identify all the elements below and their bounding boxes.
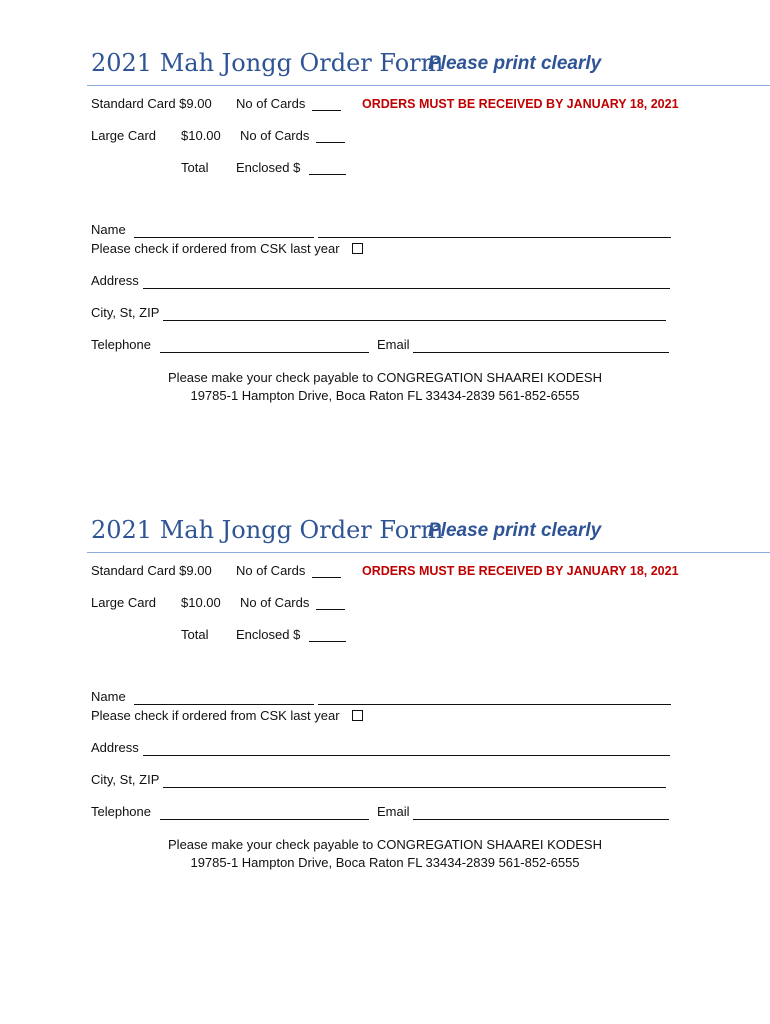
standard-card-label: Standard Card $9.00 xyxy=(91,96,212,111)
email-line[interactable] xyxy=(413,819,669,820)
mailing-address: 19785-1 Hampton Drive, Boca Raton FL 33434-2839 561-852-6555 xyxy=(190,855,580,870)
city-line[interactable] xyxy=(163,320,666,321)
city-label: City, St, ZIP xyxy=(91,772,160,787)
large-card-label: Large Card xyxy=(91,595,157,610)
first-name-line[interactable] xyxy=(134,704,314,705)
telephone-label: Telephone xyxy=(91,337,151,352)
large-card-price: $10.00 xyxy=(181,128,221,143)
title-rule xyxy=(87,85,770,86)
total-label: Total xyxy=(181,627,209,642)
large-no-of-cards-blank[interactable] xyxy=(316,597,345,610)
email-line[interactable] xyxy=(413,352,669,353)
name-label: Name xyxy=(91,222,126,237)
large-card-label: Large Card xyxy=(91,128,157,143)
form-title: 2021 Mah Jongg Order Form xyxy=(91,516,444,544)
enclosed-amount-blank[interactable] xyxy=(309,629,346,642)
form-subtitle: Please print clearly xyxy=(428,53,602,74)
order-form-1 xyxy=(0,48,770,488)
payable-instruction: Please make your check payable to CONGREGATION SHAAREI KODESH xyxy=(168,837,602,852)
standard-no-of-cards-blank[interactable] xyxy=(312,565,341,578)
large-no-of-cards-blank[interactable] xyxy=(316,130,345,143)
address-line[interactable] xyxy=(143,288,670,289)
address-line[interactable] xyxy=(143,755,670,756)
last-name-line[interactable] xyxy=(318,704,671,705)
mailing-address: 19785-1 Hampton Drive, Boca Raton FL 33434-2839 561-852-6555 xyxy=(190,388,580,403)
enclosed-label: Enclosed $ xyxy=(236,160,301,175)
address-label: Address xyxy=(91,740,139,755)
enclosed-amount-blank[interactable] xyxy=(309,162,346,175)
city-line[interactable] xyxy=(163,787,666,788)
telephone-line[interactable] xyxy=(160,819,369,820)
email-label: Email xyxy=(377,337,410,352)
standard-card-label: Standard Card $9.00 xyxy=(91,563,212,578)
deadline-notice: ORDERS MUST BE RECEIVED BY JANUARY 18, 2021 xyxy=(362,97,679,111)
prior-order-checkbox[interactable] xyxy=(352,710,363,721)
address-label: Address xyxy=(91,273,139,288)
standard-no-of-cards-label: No of Cards xyxy=(236,96,306,111)
standard-no-of-cards-label: No of Cards xyxy=(236,563,306,578)
telephone-line[interactable] xyxy=(160,352,369,353)
prior-order-checkbox[interactable] xyxy=(352,243,363,254)
city-label: City, St, ZIP xyxy=(91,305,160,320)
email-label: Email xyxy=(377,804,410,819)
first-name-line[interactable] xyxy=(134,237,314,238)
total-label: Total xyxy=(181,160,209,175)
last-name-line[interactable] xyxy=(318,237,671,238)
standard-no-of-cards-blank[interactable] xyxy=(312,98,341,111)
form-subtitle: Please print clearly xyxy=(428,520,602,541)
order-form-2 xyxy=(0,515,770,955)
form-title: 2021 Mah Jongg Order Form xyxy=(91,49,444,77)
title-rule xyxy=(87,552,770,553)
payable-instruction: Please make your check payable to CONGREGATION SHAAREI KODESH xyxy=(168,370,602,385)
prior-order-label: Please check if ordered from CSK last year xyxy=(91,708,340,723)
large-card-price: $10.00 xyxy=(181,595,221,610)
prior-order-label: Please check if ordered from CSK last year xyxy=(91,241,340,256)
large-no-of-cards-label: No of Cards xyxy=(240,128,310,143)
telephone-label: Telephone xyxy=(91,804,151,819)
name-label: Name xyxy=(91,689,126,704)
enclosed-label: Enclosed $ xyxy=(236,627,301,642)
large-no-of-cards-label: No of Cards xyxy=(240,595,310,610)
deadline-notice: ORDERS MUST BE RECEIVED BY JANUARY 18, 2021 xyxy=(362,564,679,578)
